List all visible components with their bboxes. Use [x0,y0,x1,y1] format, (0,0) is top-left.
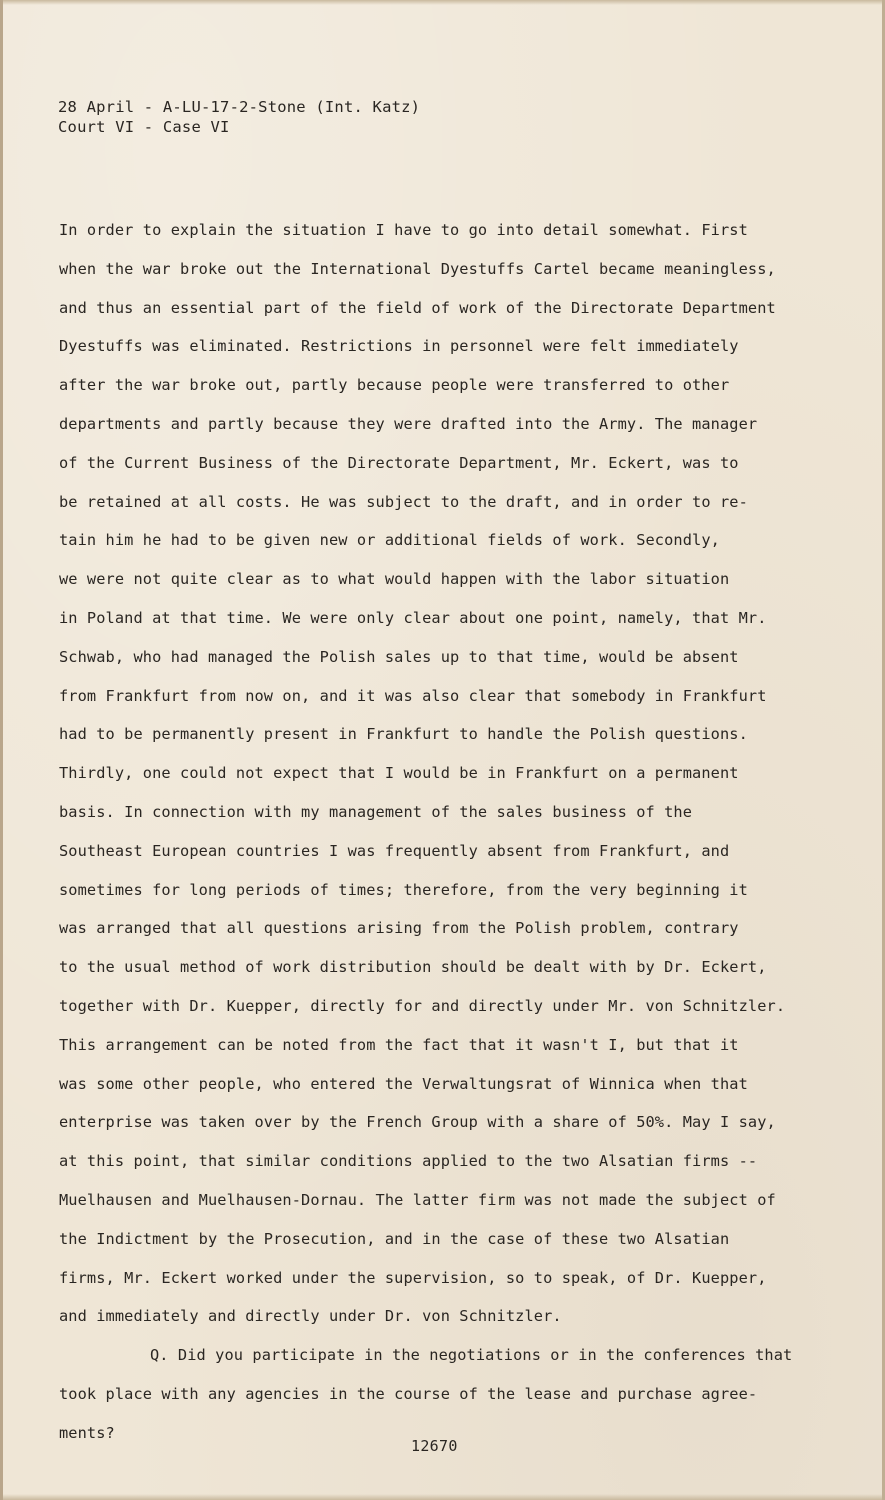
body-line: was arranged that all questions arising from the Polish problem, contrary [59,919,739,938]
body-line: at this point, that similar conditions applied to the two Alsatian firms -- [59,1152,758,1171]
body-line: firms, Mr. Eckert worked under the supervision, so to speak, of Dr. Kuepper, [59,1268,767,1287]
header-line-session: 28 April - A-LU-17-2-Stone (Int. Katz) [58,98,421,116]
body-line: after the war broke out, partly because people were transferred to other [59,376,730,395]
body-line: we were not quite clear as to what would happen with the labor situation [59,570,730,589]
page-top-edge [3,0,882,5]
body-line: departments and partly because they were drafted into the Army. The manager [59,414,758,433]
body-line: Thirdly, one could not expect that I would be in Frankfurt on a permanent [59,764,739,783]
body-line: the Indictment by the Prosecution, and in the case of these two Alsatian [59,1229,730,1248]
question-line: Q. Did you participate in the negotiations or in the conferences that [150,1346,793,1365]
body-line: was some other people, who entered the Verwaltungsrat of Winnica when that [59,1074,748,1093]
page-bottom-edge [3,1494,882,1500]
body-line: from Frankfurt from now on, and it was also clear that somebody in Frankfurt [59,686,767,705]
question-line: took place with any agencies in the course of the lease and purchase agree- [59,1384,758,1403]
body-line: basis. In connection with my management of the sales business of the [59,802,693,821]
body-line: and thus an essential part of the field of work of the Directorate Department [59,298,776,317]
body-line: enterprise was taken over by the French Group with a share of 50%. May I say, [59,1113,776,1132]
body-line: and immediately and directly under Dr. von Schnitzler. [59,1307,562,1326]
body-line: had to be permanently present in Frankfurt to handle the Polish questions. [59,725,748,744]
page-number: 12670 [411,1437,458,1455]
body-line: In order to explain the situation I have to go into detail somewhat. First [59,221,748,239]
body-line: of the Current Business of the Directorate Department, Mr. Eckert, was to [59,453,739,472]
document-header [58,97,420,137]
body-line: to the usual method of work distribution should be dealt with by Dr. Eckert, [59,958,767,977]
body-line: in Poland at that time. We were only clear about one point, namely, that Mr. [59,608,767,627]
document-body [59,211,829,1453]
header-line-court: Court VI - Case VI [58,118,230,136]
body-line: be retained at all costs. He was subject to the draft, and in order to re- [59,492,748,511]
body-line: together with Dr. Kuepper, directly for and directly under Mr. von Schnitzler. [59,996,786,1015]
body-line: sometimes for long periods of times; therefore, from the very beginning it [59,880,748,899]
body-line: Muelhausen and Muelhausen-Dornau. The latter firm was not made the subject of [59,1190,776,1209]
body-line: tain him he had to be given new or additional fields of work. Secondly, [59,531,720,550]
body-line: when the war broke out the International Dyestuffs Cartel became meaningless, [59,259,776,278]
body-line: Schwab, who had managed the Polish sales up to that time, would be absent [59,647,739,666]
body-line: This arrangement can be noted from the fact that it wasn't I, but that it [59,1035,739,1054]
question-line: ments? [59,1423,115,1442]
body-line: Southeast European countries I was frequently absent from Frankfurt, and [59,841,730,860]
body-line: Dyestuffs was eliminated. Restrictions in personnel were felt immediately [59,337,739,356]
